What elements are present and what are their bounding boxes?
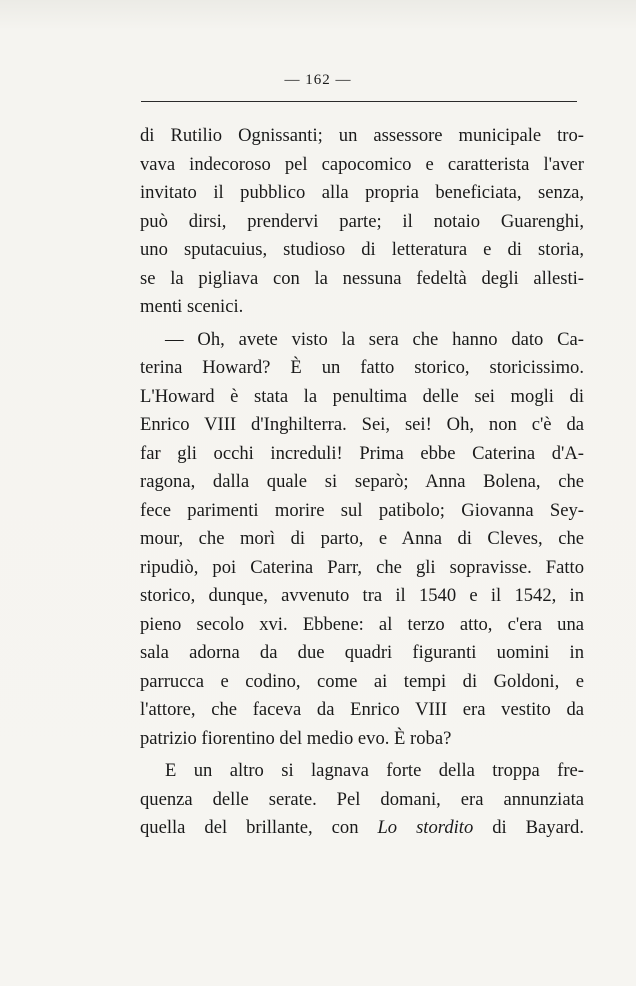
text-line: vava indecoroso pel capocomico e caratterista l'aver <box>140 153 584 175</box>
paragraph <box>140 757 584 843</box>
text-line: Enrico VIII d'Inghilterra. Sei, sei! Oh, non c'è da <box>140 414 584 435</box>
body-text <box>140 122 584 843</box>
text-line: pieno secolo xvi. Ebbene: al terzo atto, c'era una <box>140 613 584 635</box>
text-line: menti scenici. <box>140 296 244 317</box>
text-line: se la pigliava con la nessuna fedeltà degli allesti- <box>140 267 584 289</box>
text-line: — Oh, avete visto la sera che hanno dato Ca- <box>165 328 584 350</box>
text-line: ripudiò, poi Caterina Parr, che gli sopravisse. Fatto <box>140 556 584 578</box>
text-line: mour, che morì di parto, e Anna di Cleves, che <box>140 528 584 549</box>
text-line: parrucca e codino, come ai tempi di Goldoni, e <box>140 670 584 692</box>
text-line: patrizio fiorentino del medio evo. È roba? <box>140 727 452 749</box>
text-line: storico, dunque, avvenuto tra il 1540 e il 1542, in <box>140 585 584 606</box>
header-rule <box>141 101 577 102</box>
text-line <box>140 814 584 843</box>
text-line: invitato il pubblico alla propria beneficiata, senza, <box>140 182 584 203</box>
italic-title: Lo stordito <box>377 817 474 838</box>
text-line: di Rutilio Ognissanti; un assessore municipale tro- <box>140 125 584 146</box>
text-line: far gli occhi increduli! Prima ebbe Caterina d'A- <box>140 442 584 464</box>
paragraph <box>140 122 584 322</box>
paragraph <box>140 326 584 754</box>
text-fragment: di Bayard. <box>473 817 584 838</box>
text-line: quenza delle serate. Pel domani, era annunziata <box>140 788 584 810</box>
text-fragment: quella del brillante, con <box>140 817 378 838</box>
text-line: fece parimenti morire sul patibolo; Giovanna Sey- <box>140 499 584 521</box>
text-line: l'attore, che faceva da Enrico VIII era vestito da <box>140 699 584 720</box>
text-line: L'Howard è stata la penultima delle sei mogli di <box>140 385 584 407</box>
text-line: sala adorna da due quadri figuranti uomini in <box>140 642 584 663</box>
text-line: può dirsi, prendervi parte; il notaio Guarenghi, <box>140 210 584 232</box>
text-line: E un altro si lagnava forte della troppa fre- <box>165 760 584 781</box>
text-line: ragona, dalla quale si separò; Anna Bolena, che <box>140 471 584 492</box>
page-number: — 162 — <box>284 72 352 88</box>
text-line: terina Howard? È un fatto storico, storicissimo. <box>140 357 584 378</box>
text-line: uno sputacuius, studioso di letteratura e di storia, <box>140 239 584 260</box>
